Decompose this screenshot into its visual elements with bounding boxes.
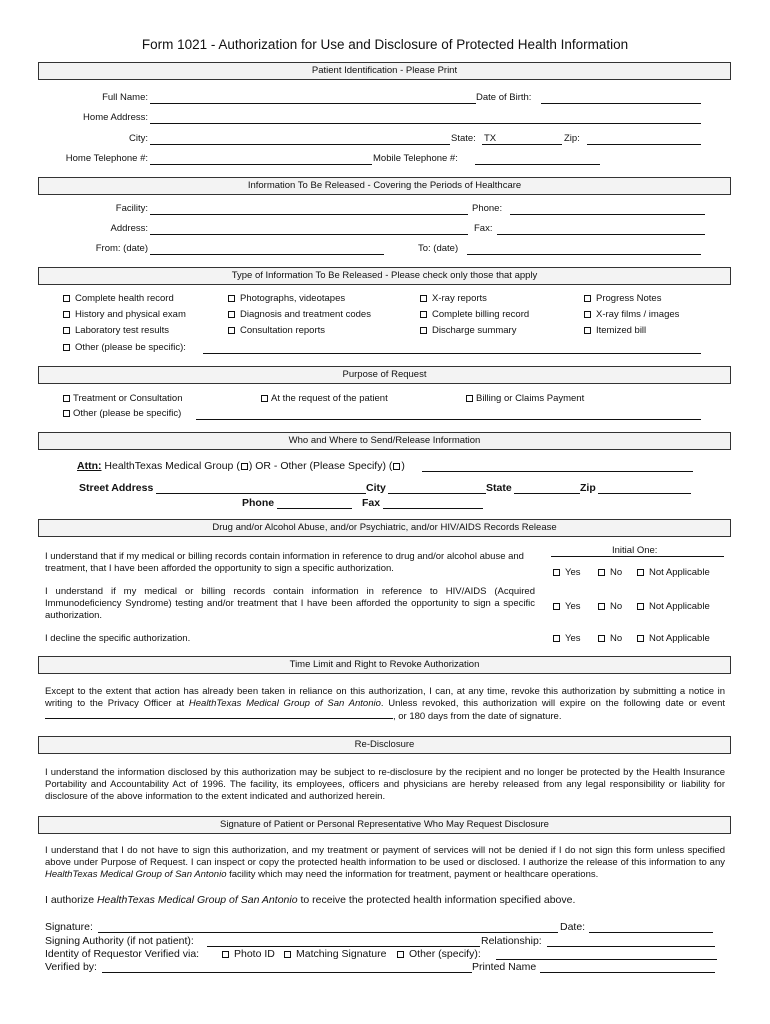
checkbox-label: Other (please be specific)	[73, 408, 182, 419]
send-phone-label: Phone	[242, 497, 275, 509]
drug-yes[interactable]	[553, 567, 581, 578]
checkbox-treatment[interactable]	[63, 393, 182, 404]
send-phone-field[interactable]	[277, 508, 352, 509]
signature-statement	[45, 845, 725, 881]
revoke-statement	[45, 686, 725, 723]
checkbox-label: Not Applicable	[649, 633, 710, 644]
checkbox-label: No	[610, 633, 623, 644]
to-date-label: To: (date)	[418, 243, 459, 254]
checkbox-label: History and physical exam	[75, 309, 186, 320]
section-header-patient-identification: Patient Identification - Please Print	[38, 62, 731, 80]
hiv-na[interactable]	[637, 601, 710, 612]
checkbox-label: Billing or Claims Payment	[476, 393, 585, 404]
street-address-label: Street Address	[79, 482, 154, 494]
dob-label: Date of Birth:	[476, 92, 532, 103]
checkbox-icon	[584, 327, 591, 334]
signature-date-field[interactable]	[589, 932, 713, 933]
section-header-signature: Signature of Patient or Personal Representative Who May Request Disclosure	[38, 816, 731, 834]
checkbox-label: Treatment or Consultation	[73, 393, 183, 404]
verified-by-field[interactable]	[102, 972, 472, 973]
send-fax-field[interactable]	[383, 508, 483, 509]
section-header-time-limit: Time Limit and Right to Revoke Authorization	[38, 656, 731, 674]
checkbox-icon	[222, 951, 229, 958]
facility-fax-label: Fax:	[474, 223, 493, 234]
printed-name-field[interactable]	[540, 972, 715, 973]
facility-label: Facility:	[115, 203, 148, 214]
relationship-label: Relationship:	[481, 935, 542, 947]
checkbox-label: Other (please be specific):	[75, 342, 186, 353]
checkbox-label: Complete billing record	[432, 309, 530, 320]
signature-date-label: Date:	[560, 921, 586, 933]
from-date-label: From: (date)	[95, 243, 148, 254]
checkbox-icon	[584, 311, 591, 318]
mobile-phone-field[interactable]	[475, 164, 600, 165]
state-value: TX	[484, 133, 497, 144]
drug-alcohol-statement: I understand that if my medical or billing records contain information in reference to drug and/or alcohol abuse and treatment, that I have been afforded the opportunity to sign a specific authorization.	[45, 551, 524, 574]
send-state-field[interactable]	[514, 493, 580, 494]
authorize-org: HealthTexas Medical Group of San Antonio	[96, 894, 298, 906]
checkbox-label: At the request of the patient	[271, 393, 388, 404]
facility-phone-field[interactable]	[510, 214, 705, 215]
checkbox-icon	[63, 295, 70, 302]
checkbox-label: X-ray reports	[432, 293, 487, 304]
facility-address-field[interactable]	[150, 234, 468, 235]
attn-end: )	[401, 460, 405, 472]
checkbox-icon	[637, 635, 644, 642]
send-city-field[interactable]	[388, 493, 486, 494]
checkbox-xray-films[interactable]	[584, 309, 679, 320]
checkbox-label: Yes	[565, 601, 581, 612]
hiv-no[interactable]	[598, 601, 622, 612]
revoke-text-c: , or 180 days from the date of signature.	[393, 711, 562, 722]
full-name-field[interactable]	[150, 103, 476, 104]
checkbox-icon	[284, 951, 291, 958]
checkbox-icon	[584, 295, 591, 302]
checkbox-other-purpose[interactable]	[63, 408, 181, 419]
signature-org: HealthTexas Medical Group of San Antonio	[45, 869, 227, 880]
checkbox-label: Progress Notes	[596, 293, 662, 304]
signing-authority-field[interactable]	[207, 946, 480, 947]
hiv-yes[interactable]	[553, 601, 581, 612]
decline-no[interactable]	[598, 633, 622, 644]
expiration-field[interactable]	[45, 710, 393, 719]
checkbox-label: No	[610, 567, 623, 578]
revoke-org: HealthTexas Medical Group of San Antonio	[188, 698, 381, 709]
checkbox-icon	[598, 603, 605, 610]
checkbox-label: Yes	[565, 567, 581, 578]
home-address-label: Home Address:	[83, 112, 148, 123]
facility-phone-label: Phone:	[472, 203, 503, 214]
checkbox-icon	[63, 395, 70, 402]
identity-verified-label: Identity of Requestor Verified via:	[45, 948, 200, 960]
decline-yes[interactable]	[553, 633, 581, 644]
checkbox-healthtexas[interactable]	[241, 463, 248, 470]
send-zip-field[interactable]	[598, 493, 691, 494]
checkbox-billing[interactable]	[466, 393, 584, 404]
checkbox-at-request[interactable]	[261, 393, 388, 404]
checkbox-discharge-summary[interactable]	[420, 325, 516, 336]
checkbox-other-recipient[interactable]	[393, 463, 400, 470]
send-state-label: State	[486, 482, 512, 494]
checkbox-progress-notes[interactable]	[584, 293, 661, 304]
checkbox-icon	[598, 569, 605, 576]
checkbox-complete-health-record[interactable]	[63, 293, 174, 304]
initial-one-line	[551, 556, 724, 557]
re-disclosure-statement: I understand the information disclosed by this authorization may be subject to re-disclosure by the recipient and no longer be protected by the Health Insurance Portability and Accountability Act of 1996. The facility, its employees, officers and physicians are hereby released from any legal responsibility or liability for disclosure of the above information to the extent indicated and authorized herein.	[45, 767, 725, 802]
attn-line	[77, 460, 405, 472]
facility-field[interactable]	[150, 214, 468, 215]
checkbox-history-physical[interactable]	[63, 309, 186, 320]
checkbox-label: Matching Signature	[296, 948, 387, 960]
from-date-field[interactable]	[150, 254, 384, 255]
dob-field[interactable]	[541, 103, 701, 104]
checkbox-icon	[420, 327, 427, 334]
checkbox-label: Discharge summary	[432, 325, 517, 336]
checkbox-icon	[598, 635, 605, 642]
state-field[interactable]	[482, 144, 562, 145]
checkbox-icon	[397, 951, 404, 958]
section-header-sensitive-records: Drug and/or Alcohol Abuse, and/or Psychiatric, and/or HIV/AIDS Records Release	[38, 519, 731, 537]
checkbox-icon	[637, 603, 644, 610]
checkbox-other-identity[interactable]	[397, 948, 481, 960]
section-header-type-of-information: Type of Information To Be Released - Please check only those that apply	[38, 267, 731, 285]
checkbox-label: Not Applicable	[649, 567, 710, 578]
full-name-label: Full Name:	[102, 92, 148, 103]
signature-label: Signature:	[45, 921, 93, 933]
other-identity-field[interactable]	[496, 959, 717, 960]
signature-text-b: facility which may need the information for treatment, payment or healthcare operations.	[226, 869, 599, 880]
checkbox-label: Photo ID	[234, 948, 275, 960]
decline-statement: I decline the specific authorization.	[45, 633, 191, 644]
checkbox-diagnosis-codes[interactable]	[228, 309, 371, 320]
home-phone-label: Home Telephone #:	[65, 153, 148, 164]
authorize-text-a: I authorize	[45, 894, 97, 906]
signature-field[interactable]	[98, 932, 558, 933]
form-title: Form 1021 - Authorization for Use and Disclosure of Protected Health Information	[141, 37, 629, 52]
other-purpose-field[interactable]	[196, 419, 701, 420]
checkbox-label: Laboratory test results	[75, 325, 169, 336]
attn-recipient: HealthTexas Medical Group (	[104, 460, 240, 472]
drug-no[interactable]	[598, 567, 622, 578]
checkbox-photo-id[interactable]	[222, 948, 275, 960]
checkbox-icon	[228, 327, 235, 334]
checkbox-other-info[interactable]	[63, 342, 186, 353]
checkbox-icon	[553, 603, 560, 610]
checkbox-label: Yes	[565, 633, 581, 644]
decline-na[interactable]	[637, 633, 710, 644]
checkbox-label: Photographs, videotapes	[240, 293, 346, 304]
authorize-statement	[45, 894, 575, 906]
to-date-field[interactable]	[467, 254, 701, 255]
home-phone-field[interactable]	[150, 164, 372, 165]
checkbox-label: No	[610, 601, 623, 612]
revoke-text-a: Except to the extent that action has already been taken in reliance on this authorization, I can, at any time, revoke this authorization by submitting a notice in writing to the Privacy Officer at	[45, 686, 725, 709]
attn-or: ) OR - Other (Please Specify) (	[248, 460, 393, 472]
section-header-re-disclosure: Re-Disclosure	[38, 736, 731, 754]
revoke-text-b: . Unless revoked, this authorization will expire on the following date or event	[380, 698, 725, 709]
checkbox-icon	[63, 410, 70, 417]
send-zip-label: Zip	[580, 482, 596, 494]
zip-label: Zip:	[564, 133, 580, 144]
checkbox-icon	[637, 569, 644, 576]
checkbox-lab-results[interactable]	[63, 325, 169, 336]
checkbox-icon	[228, 295, 235, 302]
home-address-field[interactable]	[150, 123, 701, 124]
checkbox-icon	[228, 311, 235, 318]
attn-label: Attn:	[77, 460, 102, 472]
checkbox-icon	[553, 569, 560, 576]
checkbox-icon	[420, 295, 427, 302]
hiv-statement: I understand if my medical or billing records contain information in reference to HIV/AIDS (Acquired Immunodeficiency Syndrome) testing and/or treatment that I have been afforded the opportunity to sign a specific authorization.	[45, 586, 535, 621]
checkbox-icon	[63, 327, 70, 334]
checkbox-label: Consultation reports	[240, 325, 326, 336]
checkbox-icon	[261, 395, 268, 402]
checkbox-label: Other (specify):	[409, 948, 481, 960]
checkbox-xray-reports[interactable]	[420, 293, 487, 304]
mobile-phone-label: Mobile Telephone #:	[373, 153, 458, 164]
state-label: State:	[451, 133, 476, 144]
checkbox-icon	[420, 311, 427, 318]
checkbox-matching-signature[interactable]	[284, 948, 386, 960]
checkbox-itemized-bill[interactable]	[584, 325, 646, 336]
checkbox-label: Complete health record	[75, 293, 174, 304]
send-fax-label: Fax	[362, 497, 381, 509]
zip-field[interactable]	[587, 144, 701, 145]
checkbox-label: Diagnosis and treatment codes	[240, 309, 371, 320]
relationship-field[interactable]	[547, 946, 715, 947]
checkbox-label: Itemized bill	[596, 325, 647, 336]
checkbox-label: Not Applicable	[649, 601, 710, 612]
section-header-who-and-where: Who and Where to Send/Release Information	[38, 432, 731, 450]
send-city-label: City	[366, 482, 386, 494]
checkbox-icon	[553, 635, 560, 642]
authorize-text-b: to receive the protected health information specified above.	[297, 894, 576, 906]
checkbox-icon	[63, 344, 70, 351]
signature-text-a: I understand that I do not have to sign this authorization, and my treatment or payment of services will not be denied if I do not sign this form unless specified above under Purpose of Request. I can inspect or copy the protected health information to be used or disclosed. I authorize the release of this information to any	[45, 845, 725, 868]
city-label: City:	[129, 133, 148, 144]
facility-fax-field[interactable]	[497, 234, 705, 235]
facility-address-label: Address:	[110, 223, 148, 234]
drug-na[interactable]	[637, 567, 710, 578]
initial-one-label: Initial One:	[612, 545, 658, 556]
verified-by-label: Verified by:	[45, 961, 97, 973]
section-header-purpose-of-request: Purpose of Request	[38, 366, 731, 384]
other-info-field[interactable]	[203, 353, 701, 354]
signing-authority-label: Signing Authority (if not patient):	[45, 935, 194, 947]
checkbox-label: X-ray films / images	[596, 309, 680, 320]
checkbox-icon	[63, 311, 70, 318]
checkbox-photographs[interactable]	[228, 293, 345, 304]
checkbox-complete-billing[interactable]	[420, 309, 529, 320]
checkbox-consultation-reports[interactable]	[228, 325, 325, 336]
other-recipient-field[interactable]	[422, 471, 693, 472]
checkbox-icon	[466, 395, 473, 402]
city-field[interactable]	[150, 144, 450, 145]
section-header-information-released: Information To Be Released - Covering the Periods of Healthcare	[38, 177, 731, 195]
printed-name-label: Printed Name	[472, 961, 537, 973]
street-address-field[interactable]	[156, 493, 366, 494]
